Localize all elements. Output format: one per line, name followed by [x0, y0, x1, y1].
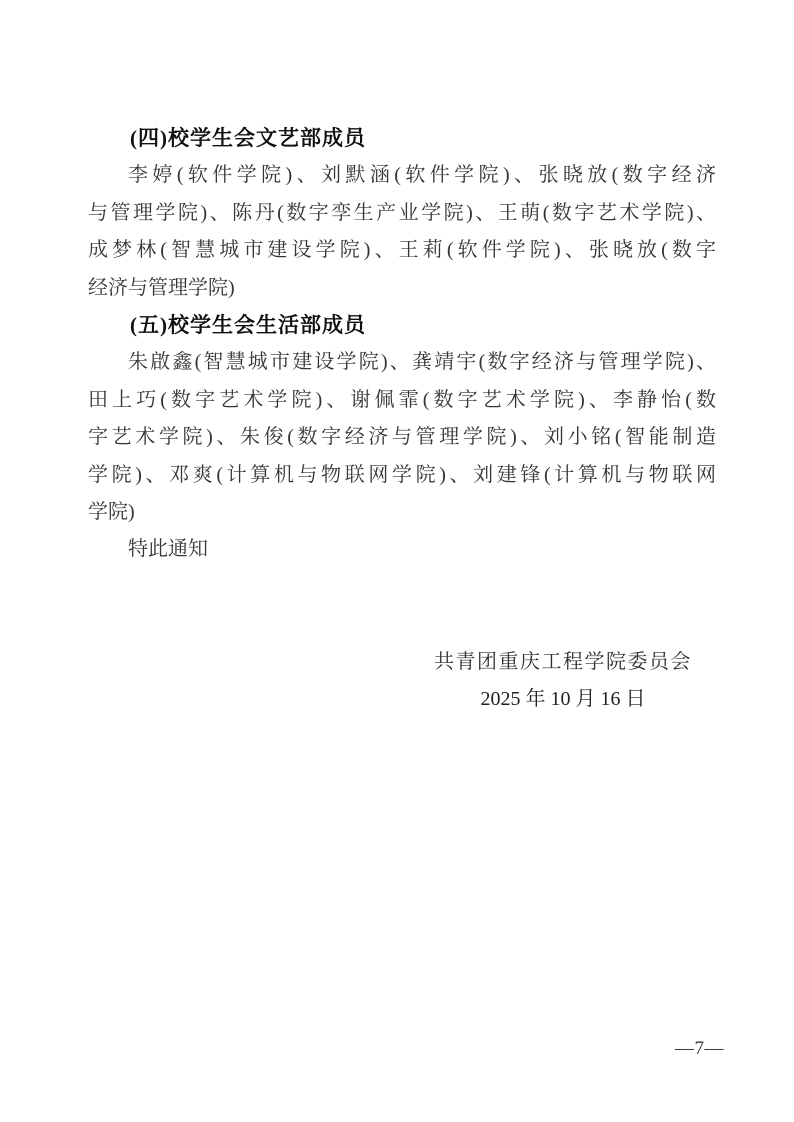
section-heading-life: (五)校学生会生活部成员 [130, 313, 366, 338]
section-life-department [88, 307, 716, 531]
text-line: 与管理学院)、陈丹(数字孪生产业学院)、王萌(数字艺术学院)、 [88, 201, 716, 224]
text-line: 成梦林(智慧城市建设学院)、王莉(软件学院)、张晓放(数字 [88, 239, 716, 262]
text-line: 田上巧(数字艺术学院)、谢佩霏(数字艺术学院)、李静怡(数 [88, 388, 716, 411]
closing-note: 特此通知 [128, 538, 208, 561]
issuing-organization: 共青团重庆工程学院委员会 [434, 650, 692, 673]
text-line: 字艺术学院)、朱俊(数字经济与管理学院)、刘小铭(智能制造 [88, 426, 716, 449]
member-list-life [88, 344, 716, 531]
section-arts-department [88, 120, 716, 307]
signature-inner [434, 644, 692, 719]
text-line: 经济与管理学院) [88, 276, 235, 299]
text-line: 学院)、邓爽(计算机与物联网学院)、刘建锋(计算机与物联网 [88, 463, 716, 486]
section-heading-arts: (四)校学生会文艺部成员 [130, 126, 366, 150]
text-line: 学院) [88, 501, 135, 524]
signature-block [88, 644, 716, 719]
text-line: 李婷(软件学院)、刘默涵(软件学院)、张晓放(数字经济 [128, 164, 716, 187]
text-line: 朱啟鑫(智慧城市建设学院)、龚靖宇(数字经济与管理学院)、 [128, 351, 716, 374]
document-body [88, 120, 716, 718]
issue-date: 2025 年 10 月 16 日 [480, 688, 646, 711]
page-number: —7— [675, 1038, 724, 1059]
member-list-arts [88, 157, 716, 307]
